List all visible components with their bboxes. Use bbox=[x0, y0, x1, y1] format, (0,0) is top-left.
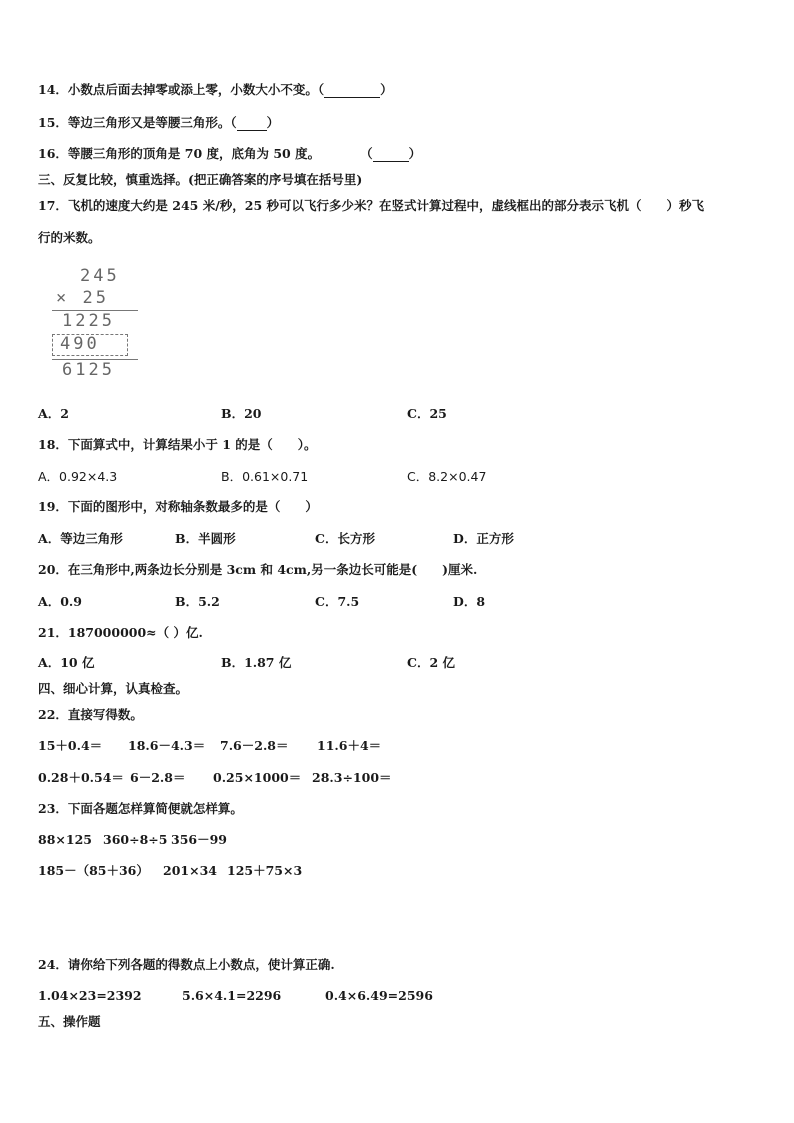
q23-item[interactable]: 201×34 bbox=[163, 863, 217, 878]
option-20-d[interactable]: D．8 bbox=[453, 594, 486, 609]
question-18: 18．下面算式中，计算结果小于 1 的是（ ）。 bbox=[38, 437, 317, 452]
question-15-text: 15．等边三角形又是等腰三角形。（ bbox=[38, 115, 237, 130]
question-16-text: 16．等腰三角形的顶角是 70 度，底角为 50 度。 bbox=[38, 146, 321, 161]
question-24: 24．请你给下列各题的得数点上小数点，使计算正确. bbox=[38, 957, 335, 972]
question-23: 23．下面各题怎样算简便就怎样算。 bbox=[38, 801, 243, 816]
answer-blank-14[interactable] bbox=[324, 85, 380, 98]
question-14 bbox=[38, 82, 393, 98]
q23-item[interactable]: 88×125 bbox=[38, 832, 92, 847]
answer-blank-15[interactable] bbox=[237, 118, 267, 131]
q23-row-1 bbox=[38, 832, 227, 848]
option-21-a[interactable]: A．10 亿 bbox=[38, 655, 95, 670]
option-19-d[interactable]: D．正方形 bbox=[453, 531, 514, 546]
q24-item[interactable]: 5.6×4.1=2296 bbox=[182, 988, 282, 1003]
q24-item[interactable]: 0.4×6.49=2596 bbox=[325, 988, 433, 1003]
option-19-a[interactable]: A．等边三角形 bbox=[38, 531, 123, 546]
question-21: 21．187000000≈（ ）亿. bbox=[38, 625, 203, 640]
option-21-c[interactable]: C．2 亿 bbox=[407, 655, 455, 670]
option-20-a[interactable]: A．0.9 bbox=[38, 594, 82, 609]
question-22: 22．直接写得数。 bbox=[38, 707, 143, 722]
question-17-line2: 行的米数。 bbox=[38, 230, 101, 245]
q22-item[interactable]: 7.6－2.8＝ bbox=[220, 738, 289, 753]
option-17-a[interactable]: A．2 bbox=[38, 406, 69, 421]
calc-partial-1: 1225 bbox=[62, 311, 115, 331]
option-18-b[interactable]: B．0.61×0.71 bbox=[221, 469, 309, 484]
q23-item[interactable]: 185－（85＋36） bbox=[38, 863, 149, 878]
calc-result: 6125 bbox=[62, 360, 115, 380]
section-4-heading: 四、细心计算，认真检查。 bbox=[38, 681, 189, 696]
q22-item[interactable]: 18.6－4.3＝ bbox=[128, 738, 206, 753]
section-5-heading: 五、操作题 bbox=[38, 1014, 101, 1029]
question-16-open: （ bbox=[360, 146, 373, 161]
q23-item[interactable]: 356－99 bbox=[171, 832, 227, 847]
calc-multiplier: × 25 bbox=[56, 288, 109, 308]
answer-blank-16[interactable] bbox=[373, 149, 409, 162]
option-19-b[interactable]: B．半圆形 bbox=[175, 531, 236, 546]
question-14-close: ） bbox=[380, 82, 393, 97]
vertical-multiplication bbox=[50, 264, 150, 380]
q22-item[interactable]: 0.28＋0.54＝ bbox=[38, 770, 124, 785]
option-19-c[interactable]: C．长方形 bbox=[315, 531, 375, 546]
section-3-heading: 三、反复比较，慎重选择。(把正确答案的序号填在括号里) bbox=[38, 172, 363, 187]
option-20-c[interactable]: C．7.5 bbox=[315, 594, 360, 609]
q23-item[interactable]: 125＋75×3 bbox=[227, 863, 303, 878]
question-16-close: ） bbox=[408, 146, 422, 161]
q22-item[interactable]: 6－2.8＝ bbox=[130, 770, 186, 785]
question-17-line1: 17．飞机的速度大约是 245 米/秒，25 秒可以飞行多少米？在竖式计算过程中，虚线框出的部分表示飞机（ ）秒飞 bbox=[38, 198, 705, 213]
option-17-c[interactable]: C．25 bbox=[407, 406, 447, 421]
q22-item[interactable]: 11.6＋4＝ bbox=[317, 738, 382, 753]
q24-row bbox=[38, 988, 433, 1004]
question-20: 20．在三角形中,两条边长分别是 3cm 和 4cm,另一条边长可能是( )厘米. bbox=[38, 562, 478, 577]
q24-item[interactable]: 1.04×23=2392 bbox=[38, 988, 142, 1003]
q22-item[interactable]: 28.3÷100＝ bbox=[312, 770, 392, 785]
q22-item[interactable]: 15＋0.4＝ bbox=[38, 738, 103, 753]
q23-row-2 bbox=[38, 863, 302, 879]
question-16 bbox=[38, 146, 421, 162]
calc-multiplicand: 245 bbox=[80, 266, 120, 286]
option-17-b[interactable]: B．20 bbox=[221, 406, 262, 421]
question-14-text: 14．小数点后面去掉零或添上零，小数大小不变。（ bbox=[38, 82, 325, 97]
q22-item[interactable]: 0.25×1000＝ bbox=[213, 770, 302, 785]
question-19: 19．下面的图形中，对称轴条数最多的是（ ） bbox=[38, 499, 318, 514]
calc-partial-2: 490 bbox=[60, 334, 100, 354]
question-15-close: ） bbox=[266, 115, 280, 130]
option-20-b[interactable]: B．5.2 bbox=[175, 594, 220, 609]
option-18-c[interactable]: C．8.2×0.47 bbox=[407, 469, 487, 484]
option-18-a[interactable]: A．0.92×4.3 bbox=[38, 469, 118, 484]
q22-row-2 bbox=[38, 770, 392, 786]
q23-item[interactable]: 360÷8÷5 bbox=[103, 832, 168, 847]
question-15 bbox=[38, 115, 279, 131]
q22-row-1 bbox=[38, 738, 381, 754]
option-21-b[interactable]: B．1.87 亿 bbox=[221, 655, 292, 670]
